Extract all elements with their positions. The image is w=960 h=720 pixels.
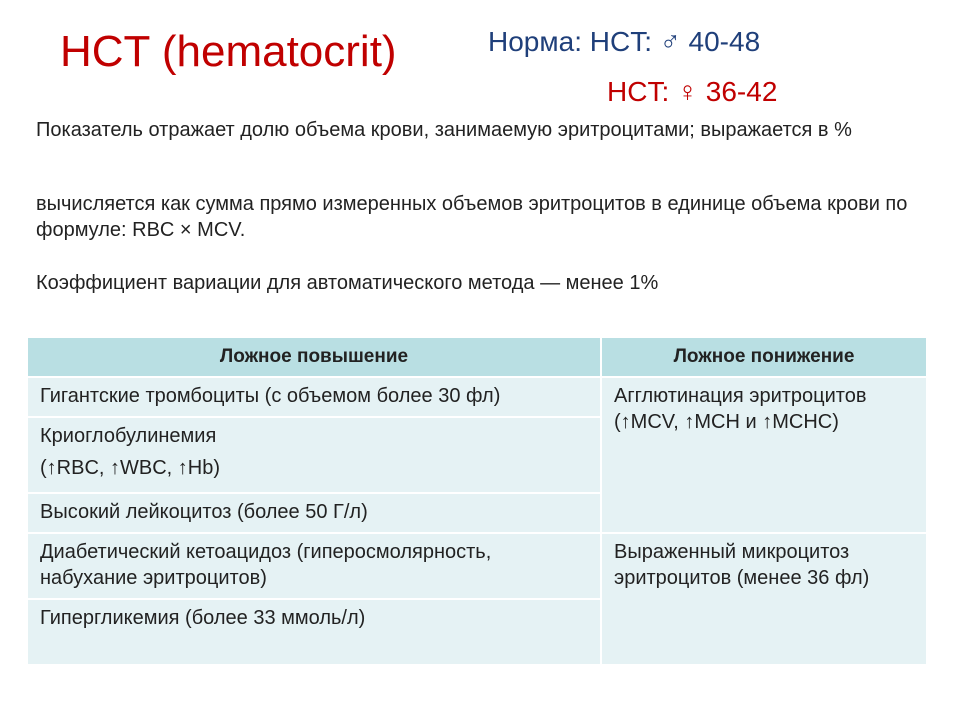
header-false-decrease: Ложное понижение [601,337,927,377]
cell-increase [27,533,601,599]
cell-line: Гигантские тромбоциты (с объемом более 30 фл) [40,385,501,407]
cell-line: Агглютинация эритроцитов (↑MCV, ↑MCH и ↑MCHC) [614,385,867,433]
paragraph-variation: Коэффициент вариации для автоматического метода — менее 1% [36,272,659,294]
paragraph-definition: Показатель отражает долю объема крови, занимаемую эритроцитами; выражается в % [36,119,852,141]
table-row [27,533,927,599]
paragraph-formula: вычисляется как сумма прямо измеренных объемов эритроцитов в единице объема крови по формуле: RBC × MCV. [36,193,908,241]
cell-increase [27,599,601,665]
cell-line: Гипергликемия (более 33 ммоль/л) [40,607,366,629]
norm-female: HCT: ♀ 36-42 [607,76,778,107]
cell-increase [27,377,601,417]
cell-increase [27,417,601,493]
cell-line: Диабетический кетоацидоз (гиперосмолярность, набухание эритроцитов) [40,541,492,589]
norm-male: Норма: HCT: ♂ 40-48 [488,26,761,57]
cell-increase [27,493,601,533]
table-row [27,377,927,417]
cell-line: Высокий лейкоцитоз (более 50 Г/л) [40,501,368,523]
artifact-table [26,336,928,666]
slide-title: HCT (hematocrit) [60,27,397,76]
cell-line: Выраженный микроцитоз эритроцитов (менее 36 фл) [614,541,870,589]
table-header-row [27,337,927,377]
cell-decrease [601,377,927,533]
cell-decrease [601,533,927,665]
cell-line: (↑RBC, ↑WBC, ↑Hb) [40,457,220,479]
cell-line: Криоглобулинемия [40,425,217,447]
header-false-increase: Ложное повышение [27,337,601,377]
